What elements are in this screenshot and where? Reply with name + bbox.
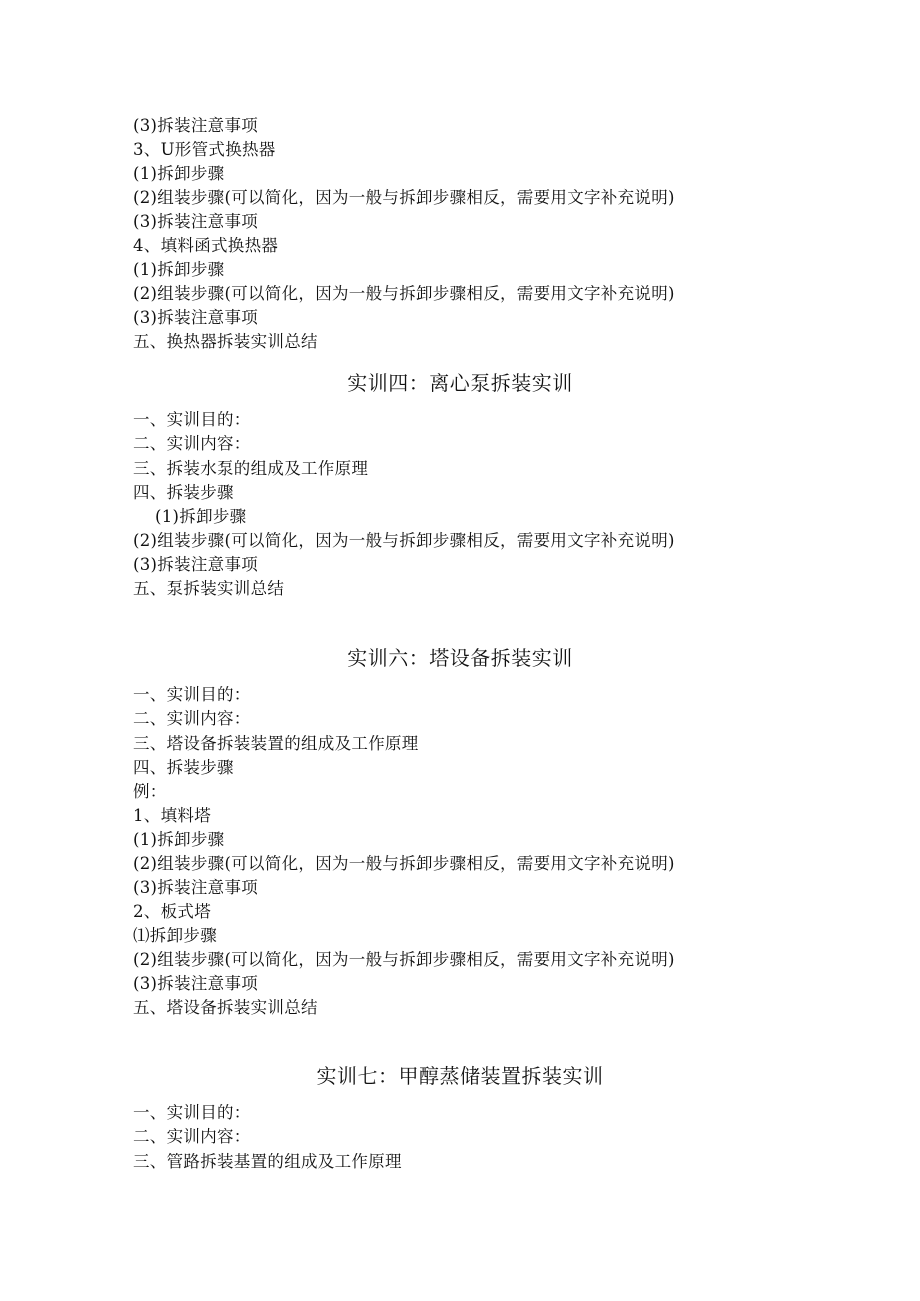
text-line: 五、泵拆装实训总结 <box>133 579 285 598</box>
section-heading: 实训六：塔设备拆装实训 <box>347 646 573 670</box>
text-line: 三、塔设备拆装装置的组成及工作原理 <box>133 734 419 753</box>
text-line: 2、板式塔 <box>133 902 211 921</box>
text-line: ⑴拆卸步骤 <box>133 926 217 945</box>
text-line: 一、实训目的： <box>133 410 251 429</box>
text-line: 二、实训内容： <box>133 434 251 453</box>
text-line: (2)组装步骤(可以简化，因为一般与拆卸步骤相反，需要用文字补充说明) <box>133 284 675 303</box>
text-line: (1)拆卸步骤 <box>133 830 225 849</box>
text-line: 四、拆装步骤 <box>133 483 234 502</box>
text-line: 三、拆装水泵的组成及工作原理 <box>133 459 369 478</box>
text-line: 二、实训内容： <box>133 1127 251 1146</box>
text-line: (3)拆装注意事项 <box>133 308 259 327</box>
text-line: 3、U形管式换热器 <box>133 140 276 159</box>
text-line: (3)拆装注意事项 <box>133 212 259 231</box>
text-line: 1、填料塔 <box>133 806 211 825</box>
text-line: (2)组装步骤(可以简化，因为一般与拆卸步骤相反，需要用文字补充说明) <box>133 950 675 969</box>
text-line: (3)拆装注意事项 <box>133 974 259 993</box>
section-heading: 实训四：离心泵拆装实训 <box>347 371 573 395</box>
text-line: 三、管路拆装基置的组成及工作原理 <box>133 1152 402 1171</box>
text-line: (2)组装步骤(可以简化，因为一般与拆卸步骤相反，需要用文字补充说明) <box>133 531 675 550</box>
text-line: 一、实训目的： <box>133 1103 251 1122</box>
text-line: (1)拆卸步骤 <box>155 507 247 526</box>
section-heading: 实训七：甲醇蒸储装置拆装实训 <box>316 1064 604 1088</box>
text-line: (3)拆装注意事项 <box>133 116 259 135</box>
text-line: 一、实训目的： <box>133 685 251 704</box>
text-line: (3)拆装注意事项 <box>133 878 259 897</box>
text-line: 4、填料函式换热器 <box>133 236 279 255</box>
text-line: 五、换热器拆装实训总结 <box>133 332 318 351</box>
text-line: 例： <box>133 782 167 801</box>
text-line: (2)组装步骤(可以简化，因为一般与拆卸步骤相反，需要用文字补充说明) <box>133 854 675 873</box>
text-line: (3)拆装注意事项 <box>133 555 259 574</box>
text-line: (2)组装步骤(可以简化，因为一般与拆卸步骤相反，需要用文字补充说明) <box>133 188 675 207</box>
text-line: 二、实训内容： <box>133 709 251 728</box>
text-line: 五、塔设备拆装实训总结 <box>133 998 318 1017</box>
text-line: 四、拆装步骤 <box>133 758 234 777</box>
text-line: (1)拆卸步骤 <box>133 260 225 279</box>
text-line: (1)拆卸步骤 <box>133 164 225 183</box>
